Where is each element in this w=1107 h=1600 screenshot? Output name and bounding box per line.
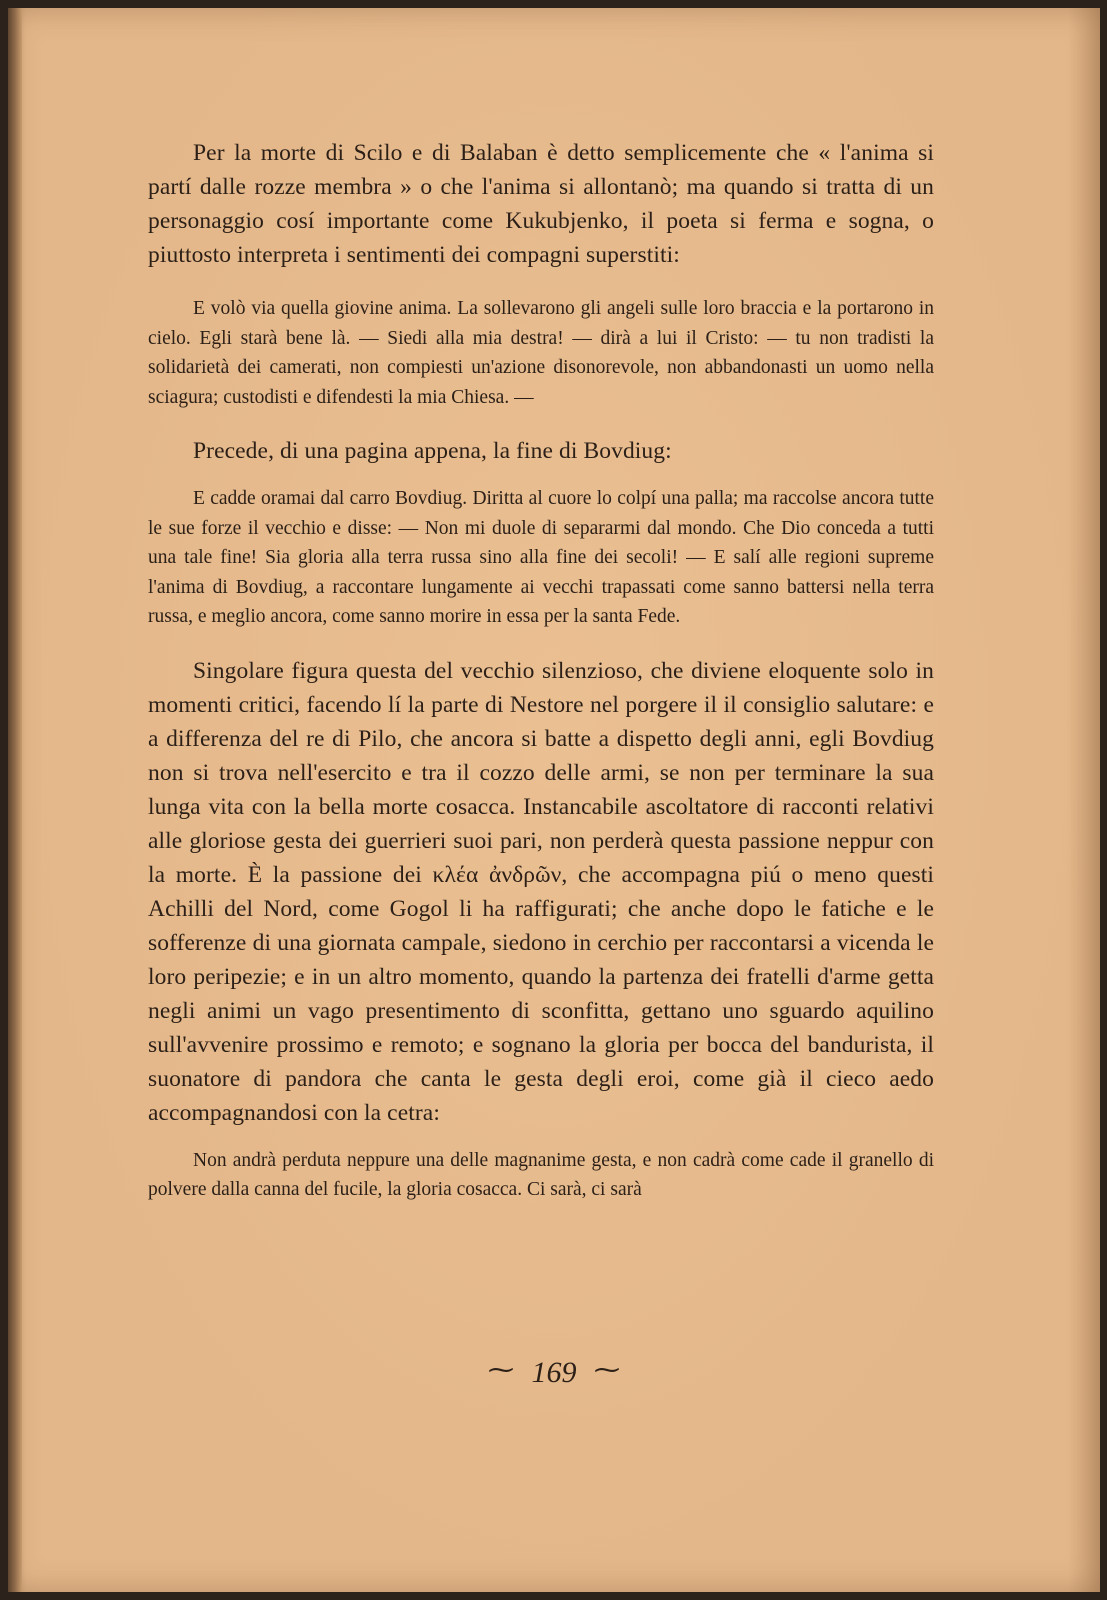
quote-cossack-glory: Non andrà perduta neppure una delle magnanime gesta, e non cadrà come cade il granello di polvere dalla canna del fucile, la gloria cosacca. Ci sarà, ci sarà	[148, 1149, 934, 1200]
ornament-right: ⁓	[594, 1355, 620, 1384]
page-binding-edge	[8, 8, 22, 1592]
page-number: 169	[531, 1356, 577, 1389]
paragraph-kukubjenko: Per la morte di Scilo e di Balaban è detto semplicemente che « l'anima si partí dalle rozze membra » o che l'anima si allontanò; ma quando si tratta di un personaggio cosí importante come Kukubjenko, il poeta si ferma e sogna, o piuttosto interpreta i sentimenti dei compagni superstiti:	[148, 140, 934, 268]
page-text	[148, 136, 934, 1205]
paragraph-bovdiug-intro: Precede, di una pagina appena, la fine di Bovdiug:	[193, 438, 672, 464]
ornament-left: ⁓	[488, 1355, 514, 1384]
page-number-footer	[8, 1356, 1100, 1390]
quote-kukubjenko-soul: E volò via quella giovine anima. La sollevarono gli angeli sulle loro braccia e la portarono in cielo. Egli starà bene là. — Siedi alla mia destra! — dirà a lui il Cristo: — tu non tradisti la solidarietà dei camerati, non compiesti un'azione disonorevole, non abbandonasti un uomo nella sciagura; custodisti e difendesti la mia Chiesa. —	[148, 298, 934, 408]
quote-bovdiug-death: E cadde oramai dal carro Bovdiug. Diritta al cuore lo colpí una palla; ma raccolse ancora tutte le sue forze il vecchio e disse: — Non mi duole di separarmi dal mondo. Che Dio conceda a tutti una tale fine! Sia gloria alla terra russa sino alla fine dei secoli! — E salí alle regioni supreme l'anima di Bovdiug, a raccontare lungamente ai vecchi trapassati come sanno battersi nella terra russa, e meglio ancora, come sanno morire in essa per la santa Fede.	[148, 488, 934, 627]
paragraph-old-man-figure: Singolare figura questa del vecchio silenzioso, che diviene eloquente solo in momenti critici, facendo lí la parte di Nestore nel porgere il il consiglio salutare: e a differenza del re di Pilo, che ancora si batte a dispetto degli anni, egli Bovdiug non si trova nell'esercito e tra il cozzo delle armi, se non per terminare la sua lunga vita con la bella morte cosacca. Instancabile ascoltatore di racconti relativi alle gloriose gesta dei guerrieri suoi pari, non perderà questa passione neppur con la morte. È la passione dei κλέα ἀνδρῶν, che accompagna piú o meno questi Achilli del Nord, come Gogol li ha raffigurati; che anche dopo le fatiche e le sofferenze di una giornata campale, siedono in cerchio per raccontarsi a vicenda le loro peripezie; e in un altro momento, quando la partenza dei fratelli d'arme getta negli animi un vago presentimento di sconfitta, gettano uno sguardo aquilino sull'avvenire prossimo e remoto; e sognano la gloria per bocca del bandurista, il suonatore di pandora che canta le gesta degli eroi, come già il cieco aedo accompagnandosi con la cetra:	[148, 657, 934, 1126]
book-page	[8, 8, 1100, 1592]
